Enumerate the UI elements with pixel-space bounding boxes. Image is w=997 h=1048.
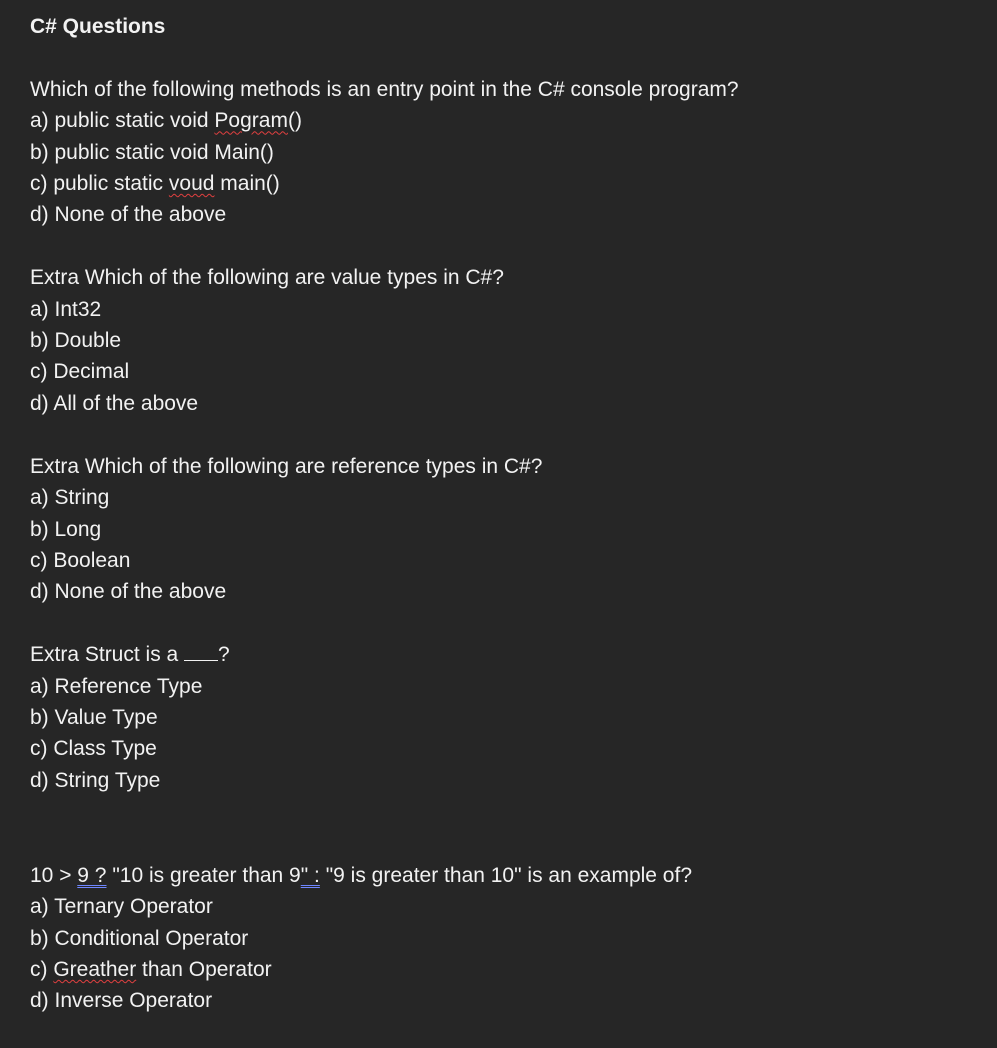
question-text: "9 is greater than 10" is an example of? [319, 863, 692, 887]
question-2-option-a: a) Int32 [30, 297, 102, 321]
question-2-option-c: c) Decimal [30, 360, 130, 384]
question-5-option-b: b) Conditional Operator [30, 926, 249, 950]
question-5-option-d: d) Inverse Operator [30, 989, 213, 1013]
option-text: c) public static [30, 171, 169, 195]
question-1-option-c [30, 168, 977, 199]
question-1-option-b: b) public static void Main() [30, 140, 274, 164]
grammar-flag-1[interactable]: 9 ? [77, 863, 107, 887]
question-text: "10 is greater than 9 [106, 863, 301, 887]
question-4 [30, 639, 977, 795]
question-text: ? [218, 643, 230, 667]
document-body [30, 12, 977, 1048]
spelling-error-greather[interactable]: Greather [53, 957, 137, 981]
question-2 [30, 262, 977, 418]
question-3 [30, 451, 977, 607]
option-text: a) public static void [30, 109, 215, 133]
question-4-option-b: b) Value Type [30, 706, 158, 730]
question-5-option-a: a) Ternary Operator [30, 895, 213, 919]
question-5-text [30, 860, 977, 891]
option-text: () [287, 109, 302, 133]
question-3-option-b: b) Long [30, 517, 102, 541]
question-3-text: Extra Which of the following are reference types in C#? [30, 454, 543, 478]
question-2-option-d: d) All of the above [30, 391, 199, 415]
question-5 [30, 860, 977, 1016]
question-5-option-c [30, 954, 977, 985]
question-3-option-a: a) String [30, 486, 110, 510]
question-4-text [30, 639, 977, 670]
spelling-error-pogram[interactable]: Pogram [214, 109, 288, 133]
question-1 [30, 74, 977, 230]
option-text: main() [214, 171, 280, 195]
question-1-text: Which of the following methods is an entry point in the C# console program? [30, 78, 739, 101]
spelling-error-voud[interactable]: voud [168, 171, 215, 195]
option-text: than Operator [136, 957, 272, 981]
question-4-option-a: a) Reference Type [30, 674, 203, 698]
question-4-option-c: c) Class Type [30, 737, 157, 761]
question-2-option-b: b) Double [30, 329, 122, 353]
option-text: c) [30, 957, 54, 981]
question-2-text: Extra Which of the following are value types in C#? [30, 266, 504, 290]
fill-in-blank [184, 642, 218, 661]
document-title: C# Questions [30, 15, 166, 38]
question-text: 10 > [30, 863, 78, 887]
question-text: Extra Struct is a [30, 643, 185, 667]
question-4-option-d: d) String Type [30, 768, 161, 792]
grammar-flag-2[interactable]: " : [300, 863, 320, 887]
question-1-option-a [30, 105, 977, 136]
question-1-option-d: d) None of the above [30, 203, 227, 227]
question-3-option-c: c) Boolean [30, 548, 131, 572]
question-3-option-d: d) None of the above [30, 580, 227, 604]
